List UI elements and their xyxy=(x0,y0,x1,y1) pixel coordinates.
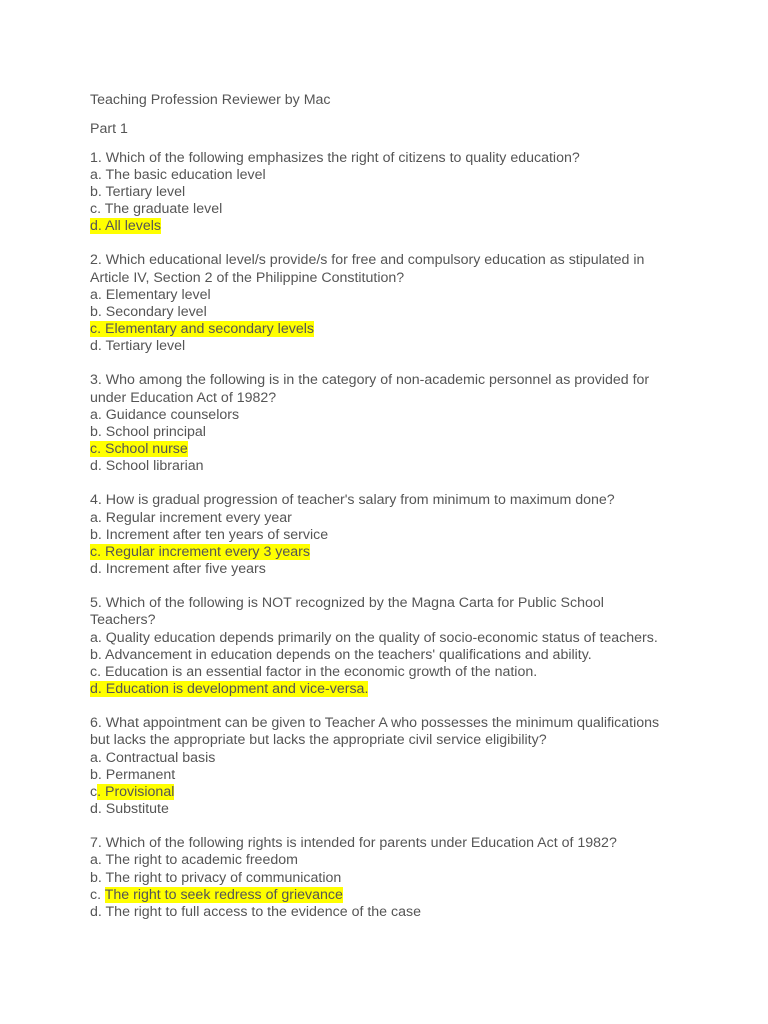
question-block xyxy=(90,252,710,355)
option-text: b. Advancement in education depends on the teachers' qualifications and ability. xyxy=(90,646,592,663)
answer-option-highlighted xyxy=(90,681,710,698)
answer-option-highlighted xyxy=(90,544,710,561)
answer-option xyxy=(90,750,710,767)
answer-option xyxy=(90,561,710,578)
question-stem-line: 2. Which educational level/s provide/s for free and compulsory education as stipulated in xyxy=(90,252,645,269)
answer-option xyxy=(90,767,710,784)
option-text: b. The right to privacy of communication xyxy=(90,869,342,886)
answer-option-highlighted xyxy=(90,321,710,338)
document-title: Teaching Profession Reviewer by Mac xyxy=(90,92,331,108)
question-stem-line: Teachers? xyxy=(90,612,156,629)
answer-option xyxy=(90,870,710,887)
question-block xyxy=(90,715,710,818)
option-text: b. Increment after ten years of service xyxy=(90,526,329,543)
question-stem-line: under Education Act of 1982? xyxy=(90,389,277,406)
answer-option xyxy=(90,424,710,441)
answer-option xyxy=(90,167,710,184)
answer-option xyxy=(90,338,710,355)
question-stem-line: but lacks the appropriate but lacks the appropriate civil service eligibility? xyxy=(90,732,547,749)
question-block xyxy=(90,372,710,475)
option-text: d. School librarian xyxy=(90,458,204,475)
answer-option-highlighted xyxy=(90,784,710,801)
option-text: c. Education is an essential factor in the economic growth of the nation. xyxy=(90,664,538,681)
question-stem-line: 7. Which of the following rights is intended for parents under Education Act of 1982? xyxy=(90,835,617,852)
answer-option-highlighted xyxy=(90,441,710,458)
option-text: b. Tertiary level xyxy=(90,184,186,200)
question-block xyxy=(90,835,710,921)
answer-option xyxy=(90,630,710,647)
option-text: a. The right to academic freedom xyxy=(90,852,298,869)
correct-answer-text: . Provisional xyxy=(97,784,175,801)
answer-option xyxy=(90,184,710,201)
question-list xyxy=(90,150,710,922)
answer-option-highlighted xyxy=(90,887,710,904)
answer-option xyxy=(90,801,710,818)
option-prefix: c xyxy=(90,784,98,801)
correct-answer-text: c. School nurse xyxy=(90,441,188,458)
option-text: a. Elementary level xyxy=(90,286,211,303)
option-text: d. Increment after five years xyxy=(90,561,266,578)
option-text: d. The right to full access to the evidence of the case xyxy=(90,904,421,921)
answer-option xyxy=(90,904,710,921)
option-text: d. Substitute xyxy=(90,801,169,818)
question-block xyxy=(90,595,710,698)
answer-option xyxy=(90,201,710,218)
question-stem-line: 6. What appointment can be given to Teacher A who possesses the minimum qualifications xyxy=(90,715,660,732)
question-stem-line: 3. Who among the following is in the category of non-academic personnel as provided for xyxy=(90,372,650,389)
correct-answer-text: d. Education is development and vice-versa. xyxy=(90,681,369,698)
option-text: b. Secondary level xyxy=(90,304,207,321)
answer-option xyxy=(90,407,710,424)
answer-option xyxy=(90,664,710,681)
correct-answer-text: d. All levels xyxy=(90,218,161,235)
option-prefix: c. xyxy=(90,886,105,903)
question-stem-line: 4. How is gradual progression of teacher's salary from minimum to maximum done? xyxy=(90,492,615,509)
option-text: a. Quality education depends primarily on the quality of socio-economic status of teachers. xyxy=(90,629,658,646)
answer-option xyxy=(90,304,710,321)
option-text: a. Contractual basis xyxy=(90,749,216,766)
option-text: b. School principal xyxy=(90,424,206,441)
answer-option xyxy=(90,647,710,664)
option-text: b. Permanent xyxy=(90,766,176,783)
question-stem-line: Article IV, Section 2 of the Philippine Constitution? xyxy=(90,269,405,286)
option-text: d. Tertiary level xyxy=(90,338,186,355)
correct-answer-text: c. Elementary and secondary levels xyxy=(90,321,314,338)
answer-option xyxy=(90,458,710,475)
correct-answer-text: c. Regular increment every 3 years xyxy=(90,544,310,561)
option-text: c. The graduate level xyxy=(90,201,223,218)
answer-option xyxy=(90,510,710,527)
part-heading: Part 1 xyxy=(90,120,128,137)
answer-option xyxy=(90,527,710,544)
question-block xyxy=(90,150,710,236)
correct-answer-text: The right to seek redress of grievance xyxy=(104,886,343,903)
answer-option-highlighted xyxy=(90,218,710,235)
answer-option xyxy=(90,287,710,304)
answer-option xyxy=(90,852,710,869)
question-stem-line: 1. Which of the following emphasizes the right of citizens to quality education? xyxy=(90,149,580,166)
question-stem-line: 5. Which of the following is NOT recognized by the Magna Carta for Public School xyxy=(90,595,604,612)
option-text: a. The basic education level xyxy=(90,166,266,183)
document-page xyxy=(90,92,710,938)
option-text: a. Regular increment every year xyxy=(90,509,292,526)
option-text: a. Guidance counselors xyxy=(90,406,240,423)
question-block xyxy=(90,492,710,578)
